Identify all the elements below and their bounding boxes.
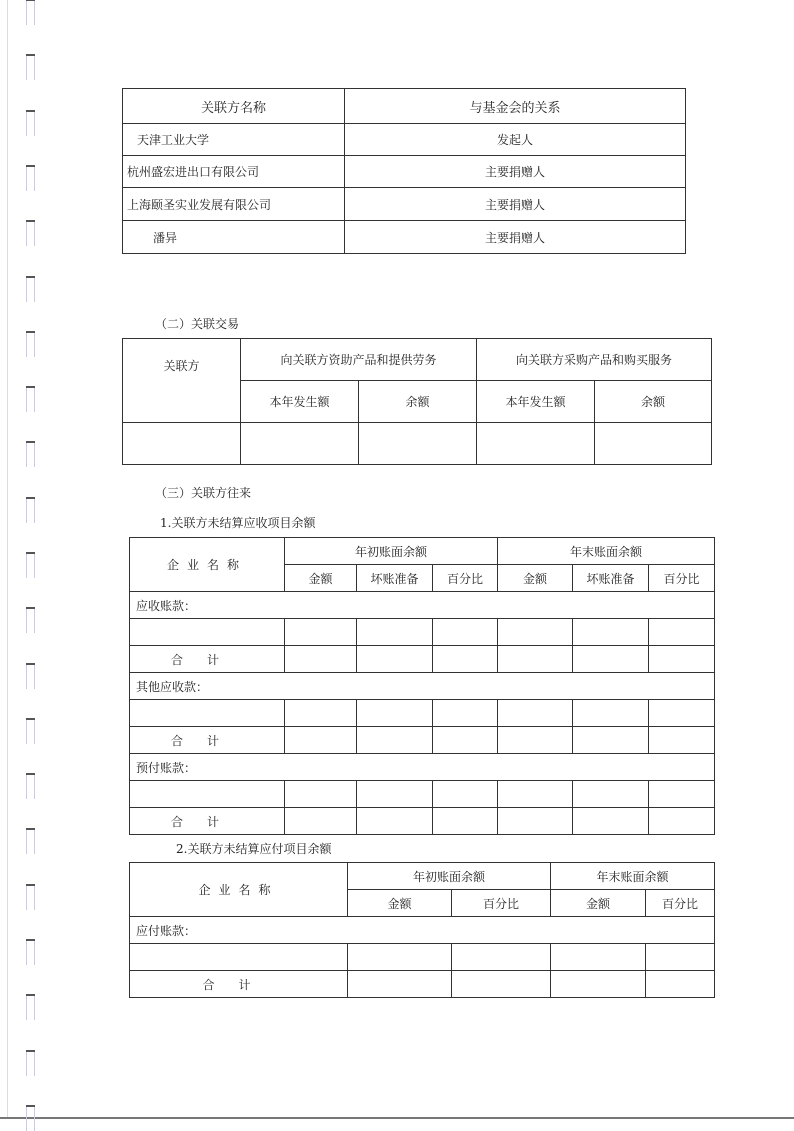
empty-cell xyxy=(357,808,433,835)
binding-hole-icon xyxy=(26,497,35,523)
total-row xyxy=(130,971,715,998)
header-amount: 金额 xyxy=(551,890,646,917)
binding-hole-icon xyxy=(26,939,35,965)
category-label: 其他应收款： xyxy=(130,673,715,700)
total-label: 合计 xyxy=(130,646,285,673)
empty-cell xyxy=(433,808,498,835)
category-label: 应收账款： xyxy=(130,592,715,619)
total-row xyxy=(130,808,715,835)
binding-hole-icon xyxy=(26,884,35,910)
empty-cell xyxy=(595,423,712,465)
receivables-table xyxy=(129,537,715,835)
empty-cell xyxy=(649,700,715,727)
empty-cell xyxy=(573,808,649,835)
header-balance: 余额 xyxy=(595,381,712,423)
empty-cell xyxy=(285,808,357,835)
empty-cell xyxy=(357,646,433,673)
empty-cell xyxy=(498,646,573,673)
binding-hole-icon xyxy=(26,994,35,1020)
page-edge-line xyxy=(7,0,8,1118)
empty-cell xyxy=(123,423,241,465)
empty-cell xyxy=(573,781,649,808)
binding-hole-icon xyxy=(26,773,35,799)
empty-cell xyxy=(498,781,573,808)
empty-cell xyxy=(285,646,357,673)
empty-cell xyxy=(498,700,573,727)
binding-hole-icon xyxy=(26,386,35,412)
empty-cell xyxy=(285,727,357,754)
header-amount: 金额 xyxy=(498,565,573,592)
party-relation: 主要捐赠人 xyxy=(345,188,686,221)
payables-subtitle: 2.关联方未结算应付项目余额 xyxy=(176,842,332,856)
empty-cell xyxy=(359,423,477,465)
empty-cell xyxy=(130,619,285,646)
empty-cell xyxy=(649,646,715,673)
total-label: 合计 xyxy=(130,971,348,998)
party-relation: 发起人 xyxy=(345,124,686,156)
header-bad-debt: 坏账准备 xyxy=(573,565,649,592)
header-closing-balance: 年末账面余额 xyxy=(551,863,715,890)
binding-hole-icon xyxy=(26,54,35,80)
empty-cell xyxy=(285,619,357,646)
party-name: 杭州盛宏进出口有限公司 xyxy=(123,156,345,188)
empty-cell xyxy=(551,971,646,998)
empty-cell xyxy=(130,700,285,727)
empty-cell xyxy=(433,700,498,727)
header-provide-group: 向关联方资助产品和提供劳务 xyxy=(241,339,477,381)
header-amount: 金额 xyxy=(348,890,452,917)
binding-hole-icon xyxy=(26,276,35,302)
empty-cell xyxy=(551,944,646,971)
empty-cell xyxy=(285,781,357,808)
empty-cell xyxy=(241,423,359,465)
binding-hole-icon xyxy=(26,1105,35,1131)
header-percentage: 百分比 xyxy=(433,565,498,592)
header-related-party: 关联方 xyxy=(123,339,241,423)
empty-cell xyxy=(573,646,649,673)
empty-cell xyxy=(348,944,452,971)
header-balance: 余额 xyxy=(359,381,477,423)
header-bad-debt: 坏账准备 xyxy=(357,565,433,592)
page-bottom-edge xyxy=(0,1117,794,1119)
empty-cell xyxy=(573,727,649,754)
header-opening-balance: 年初账面余额 xyxy=(285,538,498,565)
binding-hole-icon xyxy=(26,441,35,467)
header-opening-balance: 年初账面余额 xyxy=(348,863,551,890)
receivables-subtitle: 1.关联方未结算应收项目余额 xyxy=(160,516,316,530)
total-row xyxy=(130,727,715,754)
category-label: 应付账款： xyxy=(130,917,715,944)
party-name: 天津工业大学 xyxy=(123,124,345,156)
section-related-balances-title: （三）关联方往来 xyxy=(155,486,252,500)
empty-cell xyxy=(649,781,715,808)
related-party-table xyxy=(122,88,686,254)
total-label: 合计 xyxy=(130,727,285,754)
empty-cell xyxy=(285,700,357,727)
empty-cell xyxy=(573,619,649,646)
binding-hole-icon xyxy=(26,165,35,191)
empty-cell xyxy=(649,727,715,754)
party-relation: 主要捐赠人 xyxy=(345,156,686,188)
header-company-name: 企业名称 xyxy=(130,863,348,917)
header-purchase-group: 向关联方采购产品和购买服务 xyxy=(477,339,712,381)
header-amount-this-year: 本年发生额 xyxy=(241,381,359,423)
header-amount-this-year: 本年发生额 xyxy=(477,381,595,423)
empty-cell xyxy=(498,808,573,835)
empty-cell xyxy=(649,808,715,835)
empty-cell xyxy=(130,944,348,971)
header-amount: 金额 xyxy=(285,565,357,592)
detail-row xyxy=(130,944,715,971)
binding-hole-icon xyxy=(26,220,35,246)
empty-cell xyxy=(357,781,433,808)
binding-hole-icon xyxy=(26,331,35,357)
binding-hole-icon xyxy=(26,718,35,744)
empty-cell xyxy=(357,619,433,646)
section-related-transactions-title: （二）关联交易 xyxy=(155,317,240,331)
total-row xyxy=(130,646,715,673)
header-percentage: 百分比 xyxy=(452,890,551,917)
detail-row xyxy=(130,781,715,808)
party-relation: 主要捐赠人 xyxy=(345,221,686,254)
binding-hole-icon xyxy=(26,0,35,25)
total-label: 合计 xyxy=(130,808,285,835)
header-percentage: 百分比 xyxy=(646,890,715,917)
empty-cell xyxy=(646,971,715,998)
empty-cell xyxy=(498,727,573,754)
header-relation: 与基金会的关系 xyxy=(345,89,686,124)
binding-hole-icon xyxy=(26,552,35,578)
header-percentage: 百分比 xyxy=(649,565,715,592)
empty-cell xyxy=(498,619,573,646)
binding-hole-icon xyxy=(26,110,35,136)
empty-cell xyxy=(433,781,498,808)
empty-cell xyxy=(646,944,715,971)
empty-cell xyxy=(477,423,595,465)
empty-cell xyxy=(433,727,498,754)
empty-cell xyxy=(130,781,285,808)
empty-cell xyxy=(357,727,433,754)
empty-cell xyxy=(433,619,498,646)
empty-cell xyxy=(357,700,433,727)
party-name: 上海颐圣实业发展有限公司 xyxy=(123,188,345,221)
binding-hole-icon xyxy=(26,607,35,633)
party-name: 潘异 xyxy=(123,221,345,254)
empty-cell xyxy=(452,971,551,998)
header-party-name: 关联方名称 xyxy=(123,89,345,124)
empty-cell xyxy=(573,700,649,727)
detail-row xyxy=(130,700,715,727)
related-transactions-table xyxy=(122,338,712,465)
category-label: 预付账款： xyxy=(130,754,715,781)
binding-hole-icon xyxy=(26,1050,35,1076)
header-closing-balance: 年末账面余额 xyxy=(498,538,715,565)
header-company-name: 企业名称 xyxy=(130,538,285,592)
binding-hole-icon xyxy=(26,663,35,689)
payables-table xyxy=(129,862,715,998)
empty-cell xyxy=(348,971,452,998)
empty-cell xyxy=(452,944,551,971)
empty-cell xyxy=(433,646,498,673)
detail-row xyxy=(130,619,715,646)
empty-cell xyxy=(649,619,715,646)
binding-hole-icon xyxy=(26,828,35,854)
